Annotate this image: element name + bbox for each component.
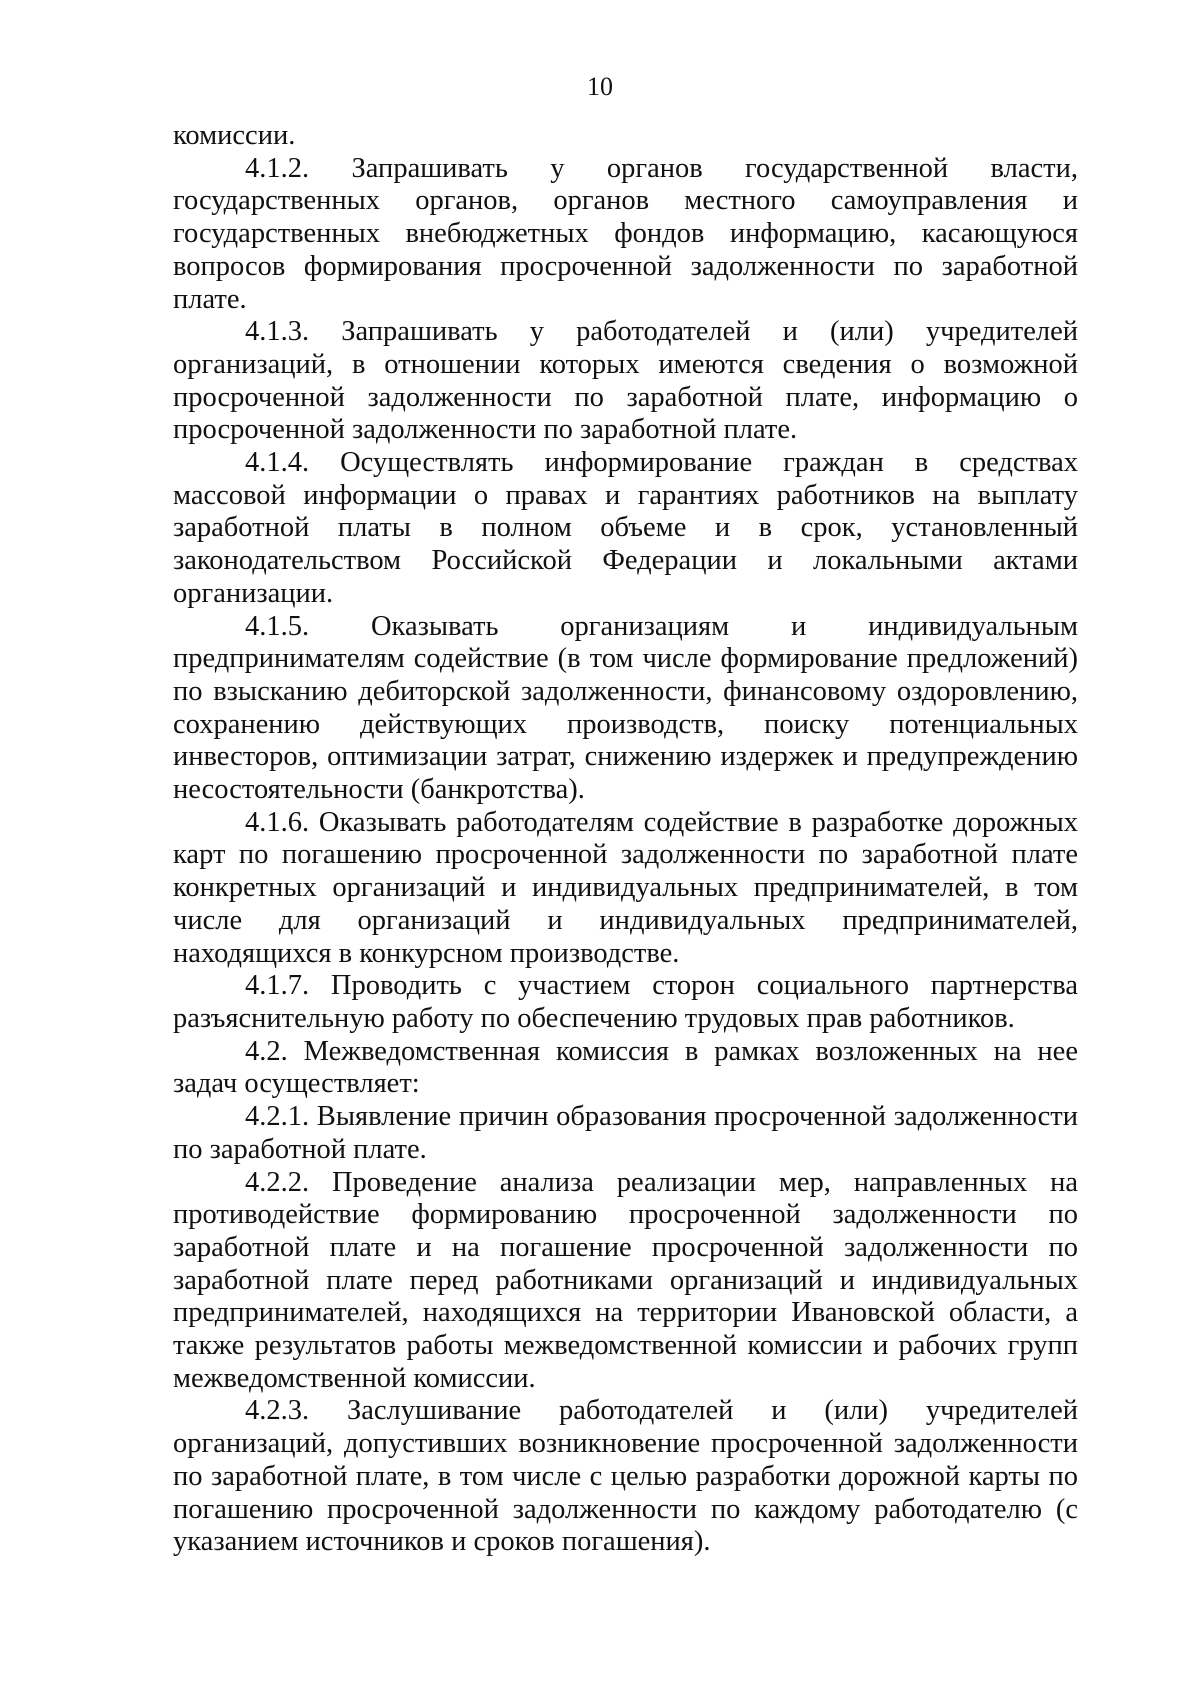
paragraph-4-1-7: 4.1.7. Проводить с участием сторон социального партнерства разъяснительную работу по обеспечению трудовых прав работников.: [173, 970, 1078, 1034]
paragraph-4-1-5: 4.1.5. Оказывать организациям и индивидуальным предпринимателям содействие (в том числе формирование предложений) по взысканию дебиторской задолженности, финансовому оздоровлению, сохранению действующих производств, поиску потенциальных инвесторов, оптимизации затрат, снижению издержек и предупреждению несостоятельности (банкротства).: [173, 610, 1078, 806]
paragraph-4-2-2: 4.2.2. Проведение анализа реализации мер, направленных на противодействие формированию просроченной задолженности по заработной плате и на погашение просроченной задолженности по заработной плате перед работниками организаций и индивидуальных предпринимателей, находящихся на территории Ивановской области, а также результатов работы межведомственной комиссии и рабочих групп межведомственной комиссии.: [173, 1166, 1078, 1394]
paragraph-4-1-4: 4.1.4. Осуществлять информирование граждан в средствах массовой информации о правах и гарантиях работников на выплату заработной платы в полном объеме и в срок, установленный законодательством Российской Федерации и локальными актами организации.: [173, 447, 1078, 609]
paragraph-continuation: комиссии.: [173, 120, 296, 151]
paragraph-4-2-1: 4.2.1. Выявление причин образования просроченной задолженности по заработной плате.: [173, 1101, 1078, 1165]
paragraph-4-2: 4.2. Межведомственная комиссия в рамках возложенных на нее задач осуществляет:: [173, 1035, 1078, 1100]
page-number: 10: [587, 72, 613, 101]
document-body: [173, 120, 1078, 1559]
paragraph-4-2-3: 4.2.3. Заслушивание работодателей и (или) учредителей организаций, допустивших возникновение просроченной задолженности по заработной плате, в том числе с целью разработки дорожной карты по погашению просроченной задолженности по каждому работодателю (с указанием источников и сроков погашения).: [173, 1395, 1078, 1558]
paragraph-4-1-2: 4.1.2. Запрашивать у органов государственной власти, государственных органов, органов местного самоуправления и государственных внебюджетных фондов информацию, касающуюся вопросов формирования просроченной задолженности по заработной плате.: [173, 152, 1078, 315]
paragraph-4-1-3: 4.1.3. Запрашивать у работодателей и (или) учредителей организаций, в отношении которых имеются сведения о возможной просроченной задолженности по заработной плате, информацию о просроченной задолженности по заработной плате.: [173, 316, 1078, 446]
paragraph-4-1-6: 4.1.6. Оказывать работодателям содействие в разработке дорожных карт по погашению просроченной задолженности по заработной плате конкретных организаций и индивидуальных предпринимателей, в том числе для организаций и индивидуальных предпринимателей, находящихся в конкурсном производстве.: [173, 806, 1078, 969]
